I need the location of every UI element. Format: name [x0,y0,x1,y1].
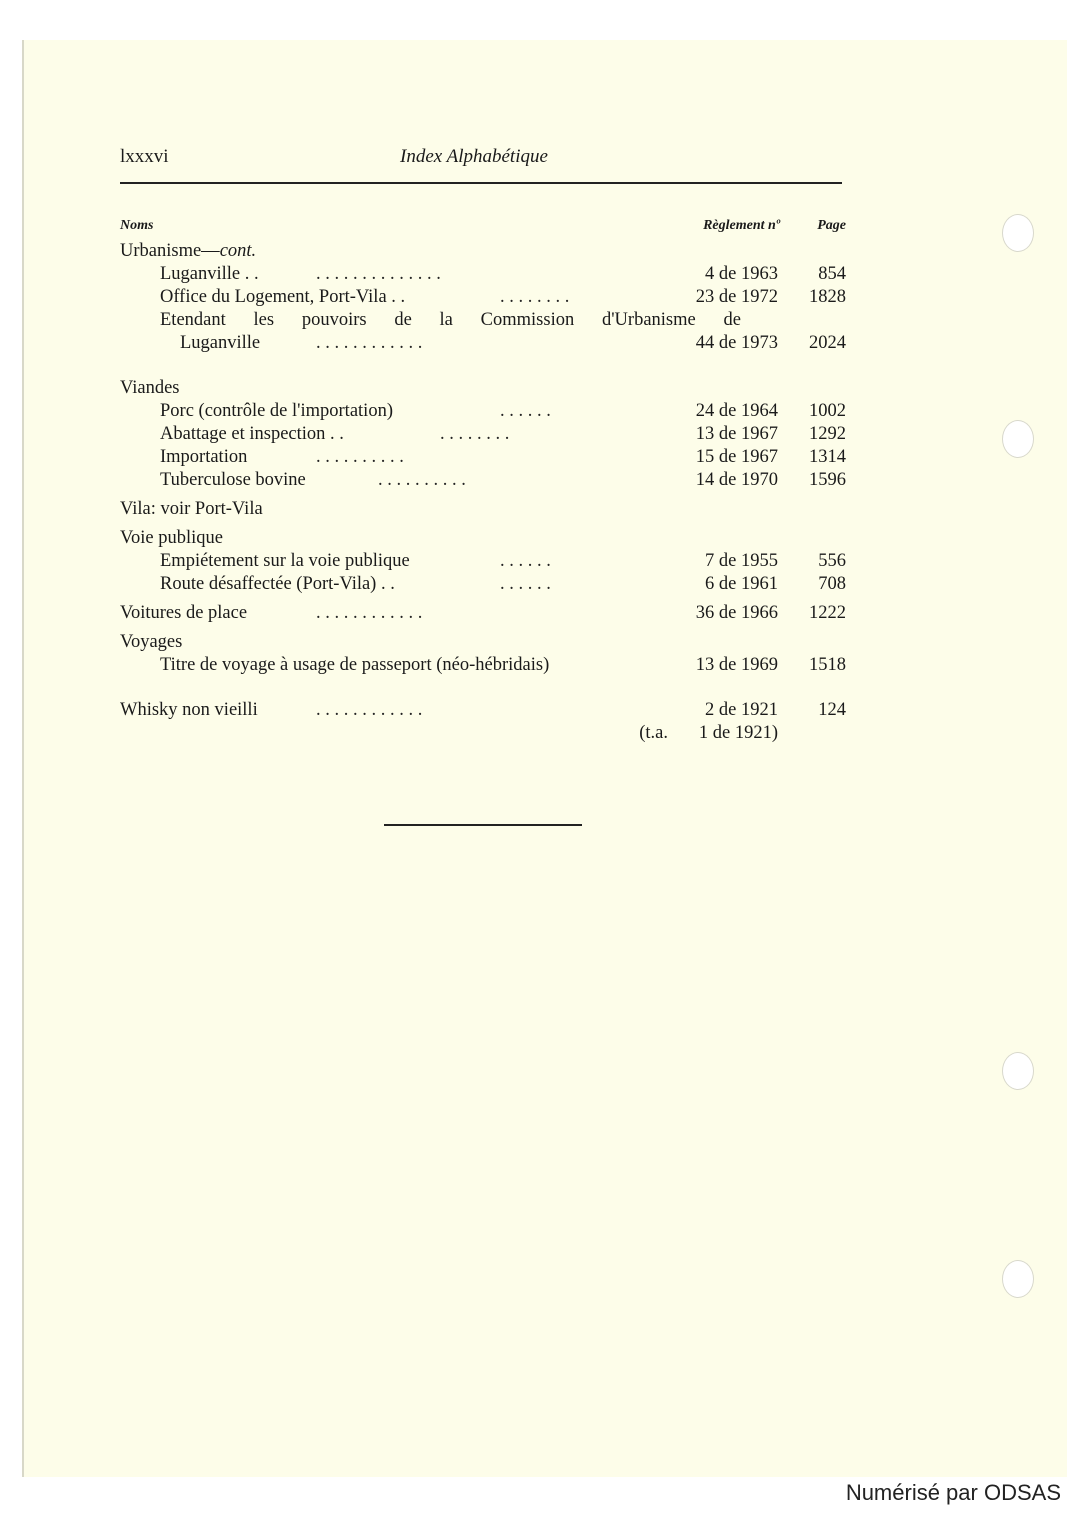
digitization-watermark: Numérisé par ODSAS [845,1480,1061,1505]
entry-heading-viandes [120,377,846,400]
col-heading-page: Page [817,218,846,233]
entry-row-tuberculose [120,469,846,492]
entry-reglement: 2 de 1921 [705,700,778,720]
entry-page: 1222 [809,603,846,623]
ta-prefix: (t.a. [639,723,668,743]
entry-page: 1596 [809,470,846,490]
closing-rule [384,824,582,826]
entry-label: Titre de voyage à usage de passeport (néo-hébridais) [160,655,550,675]
entry-label: Luganville . . [160,264,259,284]
entry-page: 708 [818,574,846,594]
entry-reglement: 44 de 1973 [695,333,778,353]
continued-label: cont. [219,241,257,261]
dot-leader: . . . . . . [500,401,551,421]
index-table [120,218,846,745]
dot-leader: . . . . . . . . [500,287,570,307]
entry-page: 1002 [809,401,846,421]
binder-hole [1002,1260,1034,1298]
dot-leader: . . . . . . . . [440,424,510,444]
binder-hole [1002,214,1034,252]
entry-row-etendant-luganville [120,332,846,355]
entry-reglement: 1 de 1921) [698,723,778,743]
entry-title: Whisky non vieilli [120,700,258,720]
entry-label: Tuberculose bovine [160,470,306,490]
col-heading-reglement: Règlement nº [703,218,780,233]
entry-page: 1314 [809,447,846,467]
page-number: lxxxvi [120,146,169,167]
entry-row-route [120,573,846,596]
entry-page: 1518 [809,655,846,675]
entry-row-office [120,286,846,309]
entry-row-whisky-ta [120,722,846,745]
entry-row-importation [120,446,846,469]
entry-reglement: 15 de 1967 [695,447,778,467]
entry-row-luganville [120,263,846,286]
entry-row-porc [120,400,846,423]
entry-heading-vila [120,498,846,521]
entry-reglement: 6 de 1961 [705,574,778,594]
entry-label: Luganville [180,333,261,353]
entry-reglement: 13 de 1967 [695,424,778,444]
page-header [120,146,842,176]
entry-row-etendant [120,309,741,332]
entry-title: Vila: voir Port-Vila [120,499,263,519]
entry-heading-voyages [120,631,846,654]
entry-label: Route désaffectée (Port-Vila) . . [160,574,395,594]
entry-title: Voitures de place [120,603,248,623]
column-headings [120,218,846,240]
entry-title: Voyages [120,632,183,652]
entry-word: pouvoirs [301,310,367,330]
dot-leader: . . . . . . . . . . . . [316,603,423,623]
entry-row-voitures [120,602,846,625]
entry-label: Abattage et inspection . . [160,424,344,444]
entry-page: 1828 [809,287,846,307]
entry-reglement: 23 de 1972 [695,287,778,307]
entry-word: Etendant [160,310,226,330]
entry-title: Voie publique [120,528,223,548]
entry-row-whisky [120,699,846,722]
entry-reglement: 13 de 1969 [695,655,778,675]
entry-word: Commission [480,310,575,330]
entry-row-abattage [120,423,846,446]
entry-word: la [439,310,453,330]
binder-hole [1002,1052,1034,1090]
entry-word: les [253,310,275,330]
entry-label: Empiétement sur la voie publique [160,551,410,571]
entry-label: Porc (contrôle de l'importation) [160,401,393,421]
entry-row-titre-voyage [120,654,846,677]
dot-leader: . . . . . . . . . . [316,447,404,467]
entry-label: Office du Logement, Port-Vila . . [160,287,406,307]
entry-word: de [394,310,412,330]
entry-page: 2024 [809,333,846,353]
dot-leader: . . . . . . . . . . . . [316,700,423,720]
entry-title: Urbanisme— [120,241,220,261]
entry-reglement: 36 de 1966 [695,603,778,623]
dot-leader: . . . . . . . . . . . . . . [316,264,441,284]
entry-reglement: 4 de 1963 [705,264,778,284]
binder-hole [1002,420,1034,458]
dot-leader: . . . . . . . . . . . . [316,333,423,353]
entry-title: Viandes [120,378,180,398]
entry-heading-urbanisme [120,240,846,263]
entry-word: d'Urbanisme [601,310,696,330]
entry-reglement: 7 de 1955 [705,551,778,571]
running-title: Index Alphabétique [400,146,548,167]
entry-row-empietement [120,550,846,573]
entry-page: 854 [818,264,846,284]
section-gap [120,677,846,699]
entry-reglement: 14 de 1970 [695,470,778,490]
header-rule [120,182,842,184]
entry-word: de [723,310,741,330]
entry-page: 556 [818,551,846,571]
entry-page: 124 [818,700,846,720]
dot-leader: . . . . . . . . . . [378,470,466,490]
entry-page: 1292 [809,424,846,444]
dot-leader: . . . . . . [500,574,551,594]
col-heading-names: Noms [120,218,154,233]
section-gap [120,355,846,377]
entry-reglement: 24 de 1964 [695,401,778,421]
entry-heading-voie-publique [120,527,846,550]
entry-label: Importation [160,447,248,467]
scanned-page [22,40,1067,1477]
dot-leader: . . . . . . [500,551,551,571]
